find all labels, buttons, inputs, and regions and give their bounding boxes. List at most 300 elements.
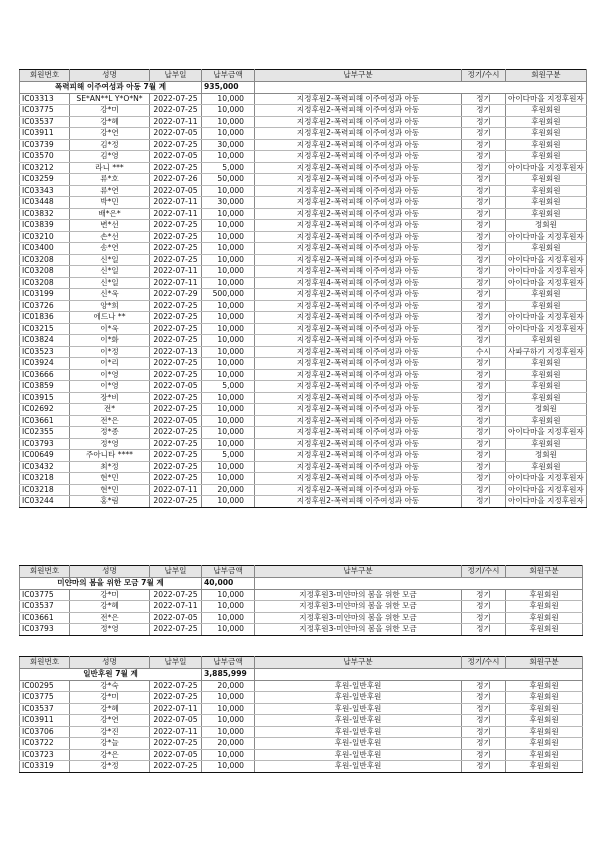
table-row	[20, 185, 587, 197]
table-row	[20, 162, 587, 174]
table-row	[20, 392, 587, 404]
member-id-cell: IC03775	[20, 589, 70, 601]
member-id-cell: IC03218	[20, 484, 70, 496]
category-cell: 지정후원2-폭력피해 이주여성과 아동	[255, 116, 462, 128]
pay-date-cell: 2022-07-25	[150, 323, 202, 335]
name-cell: 신*일	[70, 266, 150, 278]
type-cell: 정기	[462, 749, 506, 761]
member-id-cell: IC03432	[20, 461, 70, 473]
category-cell: 지정후원2-폭력피해 이주여성과 아동	[255, 404, 462, 416]
amount-cell: 50,000	[202, 174, 255, 186]
type-cell: 정기	[462, 185, 506, 197]
member-id-cell: IC03400	[20, 243, 70, 255]
header-member-type: 회원구분	[506, 657, 583, 669]
member-id-cell: IC03793	[20, 438, 70, 450]
type-cell: 정기	[462, 692, 506, 704]
category-cell: 지정후원2-폭력피해 이주여성과 아동	[255, 151, 462, 163]
type-cell: 정기	[462, 312, 506, 324]
type-cell: 정기	[462, 128, 506, 140]
type-cell: 정기	[462, 703, 506, 715]
table-row	[20, 139, 587, 151]
header-type: 정기/수시	[462, 70, 506, 82]
amount-cell: 10,000	[202, 369, 255, 381]
member-type-cell: 후원회원	[506, 300, 587, 312]
member-type-cell: 후원회원	[506, 185, 587, 197]
name-cell: 손*선	[70, 231, 150, 243]
category-cell: 지정후원2-폭력피해 이주여성과 아동	[255, 174, 462, 186]
section-spacer	[255, 82, 587, 94]
amount-cell: 10,000	[202, 415, 255, 427]
type-cell: 정기	[462, 151, 506, 163]
member-id-cell: IC02355	[20, 427, 70, 439]
name-cell: 신*욱	[70, 289, 150, 301]
pay-date-cell: 2022-07-11	[150, 197, 202, 209]
type-cell: 정기	[462, 624, 506, 636]
name-cell: 신*일	[70, 277, 150, 289]
member-type-cell: 아이다마을 지정후원자	[506, 266, 587, 278]
name-cell: 이*영	[70, 369, 150, 381]
section-total-row	[20, 578, 583, 590]
member-id-cell: IC03537	[20, 601, 70, 613]
member-type-cell: 후원회원	[506, 381, 587, 393]
amount-cell: 30,000	[202, 139, 255, 151]
name-cell: 강*숙	[70, 680, 150, 692]
category-cell: 지정후원2-폭력피해 이주여성과 아동	[255, 266, 462, 278]
table-row	[20, 703, 583, 715]
member-id-cell: IC03775	[20, 105, 70, 117]
member-id-cell: IC03793	[20, 624, 70, 636]
member-id-cell: IC03666	[20, 369, 70, 381]
type-cell: 정기	[462, 680, 506, 692]
amount-cell: 10,000	[202, 312, 255, 324]
member-type-cell: 아이다마을 지정후원자	[506, 231, 587, 243]
member-type-cell: 후원회원	[506, 415, 587, 427]
section-total-row	[20, 82, 587, 94]
category-cell: 지정후원2-폭력피해 이주여성과 아동	[255, 335, 462, 347]
pay-date-cell: 2022-07-25	[150, 461, 202, 473]
table-row	[20, 715, 583, 727]
type-cell: 정기	[462, 266, 506, 278]
table-row	[20, 93, 587, 105]
header-pay-date: 납부일	[150, 70, 202, 82]
name-cell: 홍*림	[70, 496, 150, 508]
header-pay-date: 납부일	[150, 566, 202, 578]
pay-date-cell: 2022-07-25	[150, 392, 202, 404]
category-cell: 후원-일반후원	[255, 749, 462, 761]
table-row	[20, 381, 587, 393]
category-cell: 지정후원2-폭력피해 이주여성과 아동	[255, 392, 462, 404]
table-header	[20, 70, 587, 82]
member-type-cell: 후원회원	[506, 392, 587, 404]
type-cell: 정기	[462, 105, 506, 117]
header-category: 납부구분	[255, 70, 462, 82]
pay-date-cell: 2022-07-13	[150, 346, 202, 358]
name-cell: 강*정	[70, 761, 150, 773]
type-cell: 정기	[462, 381, 506, 393]
header-amount: 납부금액	[202, 566, 255, 578]
member-id-cell: IC03448	[20, 197, 70, 209]
table-row	[20, 484, 587, 496]
member-type-cell: 후원회원	[506, 116, 587, 128]
donation-table-myanmar	[19, 565, 583, 636]
type-cell: 정기	[462, 738, 506, 750]
header-member-id: 회원번호	[20, 566, 70, 578]
table-row	[20, 335, 587, 347]
name-cell: 이*리	[70, 358, 150, 370]
pay-date-cell: 2022-07-25	[150, 369, 202, 381]
amount-cell: 10,000	[202, 749, 255, 761]
name-cell: 이*욱	[70, 323, 150, 335]
amount-cell: 10,000	[202, 277, 255, 289]
category-cell: 후원-일반후원	[255, 726, 462, 738]
amount-cell: 10,000	[202, 93, 255, 105]
pay-date-cell: 2022-07-25	[150, 162, 202, 174]
section-total: 40,000	[202, 578, 255, 590]
member-id-cell: IC03343	[20, 185, 70, 197]
pay-date-cell: 2022-07-11	[150, 266, 202, 278]
pay-date-cell: 2022-07-25	[150, 450, 202, 462]
name-cell: 강*진	[70, 726, 150, 738]
name-cell: 강*혜	[70, 116, 150, 128]
member-id-cell: IC03924	[20, 358, 70, 370]
amount-cell: 10,000	[202, 589, 255, 601]
type-cell: 정기	[462, 231, 506, 243]
member-id-cell: IC03218	[20, 473, 70, 485]
pay-date-cell: 2022-07-25	[150, 738, 202, 750]
category-cell: 지정후원2-폭력피해 이주여성과 아동	[255, 369, 462, 381]
member-type-cell: 후원회원	[506, 738, 583, 750]
amount-cell: 10,000	[202, 761, 255, 773]
member-id-cell: IC03537	[20, 703, 70, 715]
member-id-cell: IC01836	[20, 312, 70, 324]
table-row	[20, 220, 587, 232]
pay-date-cell: 2022-07-25	[150, 427, 202, 439]
donation-table-general	[19, 656, 583, 773]
type-cell: 정기	[462, 300, 506, 312]
table-row	[20, 624, 583, 636]
name-cell: 정*영	[70, 438, 150, 450]
amount-cell: 10,000	[202, 726, 255, 738]
header-name: 성명	[70, 566, 150, 578]
pay-date-cell: 2022-07-05	[150, 151, 202, 163]
pay-date-cell: 2022-07-25	[150, 300, 202, 312]
type-cell: 정기	[462, 715, 506, 727]
table-row	[20, 369, 587, 381]
name-cell: 주아니타 ****	[70, 450, 150, 462]
category-cell: 지정후원2-폭력피해 이주여성과 아동	[255, 323, 462, 335]
type-cell: 정기	[462, 496, 506, 508]
pay-date-cell: 2022-07-25	[150, 496, 202, 508]
type-cell: 정기	[462, 220, 506, 232]
pay-date-cell: 2022-07-25	[150, 312, 202, 324]
category-cell: 지정후원4-폭력피해 이주여성과 아동	[255, 277, 462, 289]
amount-cell: 10,000	[202, 185, 255, 197]
member-type-cell: 후원회원	[506, 692, 583, 704]
type-cell: 정기	[462, 473, 506, 485]
member-type-cell: 후원회원	[506, 680, 583, 692]
amount-cell: 10,000	[202, 392, 255, 404]
pay-date-cell: 2022-07-25	[150, 139, 202, 151]
pay-date-cell: 2022-07-11	[150, 208, 202, 220]
pay-date-cell: 2022-07-25	[150, 231, 202, 243]
pay-date-cell: 2022-07-05	[150, 128, 202, 140]
type-cell: 정기	[462, 208, 506, 220]
amount-cell: 10,000	[202, 358, 255, 370]
category-cell: 지정후원2-폭력피해 이주여성과 아동	[255, 450, 462, 462]
table-row	[20, 612, 583, 624]
name-cell: 류*호	[70, 174, 150, 186]
table-row	[20, 346, 587, 358]
header-name: 성명	[70, 70, 150, 82]
amount-cell: 10,000	[202, 346, 255, 358]
category-cell: 지정후원2-폭력피해 이주여성과 아동	[255, 300, 462, 312]
name-cell: 박*민	[70, 197, 150, 209]
table-row	[20, 415, 587, 427]
header-pay-date: 납부일	[150, 657, 202, 669]
amount-cell: 20,000	[202, 680, 255, 692]
name-cell: 라니 ***	[70, 162, 150, 174]
category-cell: 지정후원2-폭력피해 이주여성과 아동	[255, 473, 462, 485]
pay-date-cell: 2022-07-05	[150, 185, 202, 197]
header-amount: 납부금액	[202, 70, 255, 82]
type-cell: 정기	[462, 277, 506, 289]
type-cell: 정기	[462, 289, 506, 301]
type-cell: 정기	[462, 93, 506, 105]
amount-cell: 10,000	[202, 404, 255, 416]
header-member-id: 회원번호	[20, 657, 70, 669]
name-cell: SE*AN**L Y*O*N*	[70, 93, 150, 105]
pay-date-cell: 2022-07-29	[150, 289, 202, 301]
member-id-cell: IC03244	[20, 496, 70, 508]
header-type: 정기/수시	[462, 566, 506, 578]
pay-date-cell: 2022-07-11	[150, 484, 202, 496]
category-cell: 지정후원2-폭력피해 이주여성과 아동	[255, 461, 462, 473]
member-id-cell: IC03824	[20, 335, 70, 347]
type-cell: 정기	[462, 174, 506, 186]
member-type-cell: 후원회원	[506, 128, 587, 140]
amount-cell: 10,000	[202, 208, 255, 220]
table-row	[20, 738, 583, 750]
pay-date-cell: 2022-07-05	[150, 415, 202, 427]
category-cell: 지정후원2-폭력피해 이주여성과 아동	[255, 208, 462, 220]
pay-date-cell: 2022-07-05	[150, 612, 202, 624]
section-total: 3,885,999	[202, 669, 255, 681]
member-type-cell: 정회원	[506, 404, 587, 416]
section-total: 935,000	[202, 82, 255, 94]
pay-date-cell: 2022-07-25	[150, 473, 202, 485]
table-row	[20, 277, 587, 289]
member-type-cell: 후원회원	[506, 197, 587, 209]
member-type-cell: 아이다마을 지정후원자	[506, 427, 587, 439]
table-row	[20, 254, 587, 266]
table-row	[20, 289, 587, 301]
name-cell: 장*비	[70, 392, 150, 404]
table-row	[20, 312, 587, 324]
table-row	[20, 358, 587, 370]
amount-cell: 30,000	[202, 197, 255, 209]
type-cell: 정기	[462, 323, 506, 335]
member-type-cell: 후원회원	[506, 139, 587, 151]
pay-date-cell: 2022-07-25	[150, 358, 202, 370]
name-cell: 김*정	[70, 139, 150, 151]
type-cell: 정기	[462, 116, 506, 128]
member-type-cell: 아이다마을 지정후원자	[506, 312, 587, 324]
amount-cell: 10,000	[202, 243, 255, 255]
member-type-cell: 후원회원	[506, 461, 587, 473]
type-cell: 정기	[462, 197, 506, 209]
pay-date-cell: 2022-07-25	[150, 93, 202, 105]
section-title: 일반후원 7월 계	[20, 669, 202, 681]
name-cell: 현*민	[70, 473, 150, 485]
table-row	[20, 761, 583, 773]
member-type-cell: 후원회원	[506, 243, 587, 255]
table-row	[20, 128, 587, 140]
member-id-cell: IC00649	[20, 450, 70, 462]
member-id-cell: IC03722	[20, 738, 70, 750]
type-cell: 정기	[462, 761, 506, 773]
table-row	[20, 589, 583, 601]
member-id-cell: IC03739	[20, 139, 70, 151]
member-type-cell: 아이다마을 지정후원자	[506, 254, 587, 266]
member-id-cell: IC03706	[20, 726, 70, 738]
member-id-cell: IC03537	[20, 116, 70, 128]
member-id-cell: IC03570	[20, 151, 70, 163]
header-name: 성명	[70, 657, 150, 669]
name-cell: 강*연	[70, 128, 150, 140]
member-type-cell: 후원회원	[506, 208, 587, 220]
name-cell: 강*미	[70, 105, 150, 117]
amount-cell: 5,000	[202, 381, 255, 393]
category-cell: 지정후원2-폭력피해 이주여성과 아동	[255, 484, 462, 496]
table-row	[20, 404, 587, 416]
name-cell: 전*은	[70, 612, 150, 624]
pay-date-cell: 2022-07-11	[150, 601, 202, 613]
table-row	[20, 151, 587, 163]
section-title: 폭력피해 이주여성과 아동 7월 계	[20, 82, 202, 94]
amount-cell: 10,000	[202, 427, 255, 439]
pay-date-cell: 2022-07-26	[150, 174, 202, 186]
member-type-cell: 후원회원	[506, 358, 587, 370]
member-id-cell: IC03723	[20, 749, 70, 761]
type-cell: 정기	[462, 589, 506, 601]
member-id-cell: IC03911	[20, 715, 70, 727]
table-row	[20, 105, 587, 117]
table-row	[20, 231, 587, 243]
member-id-cell: IC03212	[20, 162, 70, 174]
name-cell: 강*늘	[70, 738, 150, 750]
amount-cell: 10,000	[202, 473, 255, 485]
category-cell: 후원-일반후원	[255, 703, 462, 715]
amount-cell: 500,000	[202, 289, 255, 301]
member-type-cell: 후원회원	[506, 761, 583, 773]
table-header	[20, 657, 583, 669]
category-cell: 후원-일반후원	[255, 692, 462, 704]
amount-cell: 20,000	[202, 738, 255, 750]
member-type-cell: 후원회원	[506, 749, 583, 761]
name-cell: 김*영	[70, 151, 150, 163]
member-id-cell: IC03911	[20, 128, 70, 140]
name-cell: 이*화	[70, 335, 150, 347]
amount-cell: 10,000	[202, 496, 255, 508]
category-cell: 지정후원2-폭력피해 이주여성과 아동	[255, 231, 462, 243]
member-type-cell: 후원회원	[506, 715, 583, 727]
member-id-cell: IC03259	[20, 174, 70, 186]
type-cell: 정기	[462, 612, 506, 624]
pay-date-cell: 2022-07-25	[150, 105, 202, 117]
member-id-cell: IC00295	[20, 680, 70, 692]
category-cell: 지정후원2-폭력피해 이주여성과 아동	[255, 289, 462, 301]
table-row	[20, 300, 587, 312]
category-cell: 지정후원3-미얀마의 봄을 위한 모금	[255, 612, 462, 624]
amount-cell: 5,000	[202, 450, 255, 462]
member-type-cell: 후원회원	[506, 612, 583, 624]
name-cell: 강*미	[70, 589, 150, 601]
amount-cell: 10,000	[202, 703, 255, 715]
member-type-cell: 정회원	[506, 450, 587, 462]
type-cell: 정기	[462, 438, 506, 450]
table-row	[20, 174, 587, 186]
amount-cell: 10,000	[202, 116, 255, 128]
amount-cell: 10,000	[202, 300, 255, 312]
category-cell: 지정후원2-폭력피해 이주여성과 아동	[255, 197, 462, 209]
pay-date-cell: 2022-07-25	[150, 404, 202, 416]
type-cell: 정기	[462, 162, 506, 174]
table-row	[20, 680, 583, 692]
name-cell: 강*은	[70, 749, 150, 761]
amount-cell: 10,000	[202, 220, 255, 232]
name-cell: 최*정	[70, 461, 150, 473]
member-id-cell: IC03839	[20, 220, 70, 232]
member-id-cell: IC03199	[20, 289, 70, 301]
member-type-cell: 후원회원	[506, 624, 583, 636]
category-cell: 지정후원3-미얀마의 봄을 위한 모금	[255, 624, 462, 636]
type-cell: 정기	[462, 415, 506, 427]
header-member-type: 회원구분	[506, 566, 583, 578]
member-type-cell: 아이다마을 지정후원자	[506, 277, 587, 289]
table-row	[20, 450, 587, 462]
category-cell: 지정후원3-미얀마의 봄을 위한 모금	[255, 601, 462, 613]
name-cell: 에드나 **	[70, 312, 150, 324]
name-cell: 이*영	[70, 381, 150, 393]
type-cell: 정기	[462, 243, 506, 255]
category-cell: 지정후원2-폭력피해 이주여성과 아동	[255, 427, 462, 439]
name-cell: 배*은*	[70, 208, 150, 220]
member-type-cell: 후원회원	[506, 105, 587, 117]
category-cell: 지정후원2-폭력피해 이주여성과 아동	[255, 438, 462, 450]
member-id-cell: IC03523	[20, 346, 70, 358]
table-row	[20, 692, 583, 704]
category-cell: 지정후원2-폭력피해 이주여성과 아동	[255, 162, 462, 174]
name-cell: 전*은	[70, 415, 150, 427]
amount-cell: 10,000	[202, 335, 255, 347]
table-row	[20, 473, 587, 485]
name-cell: 송*연	[70, 243, 150, 255]
member-id-cell: IC03208	[20, 254, 70, 266]
name-cell: 강*혜	[70, 601, 150, 613]
member-id-cell: IC03215	[20, 323, 70, 335]
category-cell: 후원-일반후원	[255, 738, 462, 750]
table-row	[20, 197, 587, 209]
header-amount: 납부금액	[202, 657, 255, 669]
member-id-cell: IC03313	[20, 93, 70, 105]
member-id-cell: IC03859	[20, 381, 70, 393]
type-cell: 정기	[462, 404, 506, 416]
category-cell: 지정후원2-폭력피해 이주여성과 아동	[255, 381, 462, 393]
member-type-cell: 아이다마을 지정후원자	[506, 162, 587, 174]
member-type-cell: 아이다마을 지정후원자	[506, 93, 587, 105]
name-cell: 강*혜	[70, 703, 150, 715]
table-row	[20, 266, 587, 278]
